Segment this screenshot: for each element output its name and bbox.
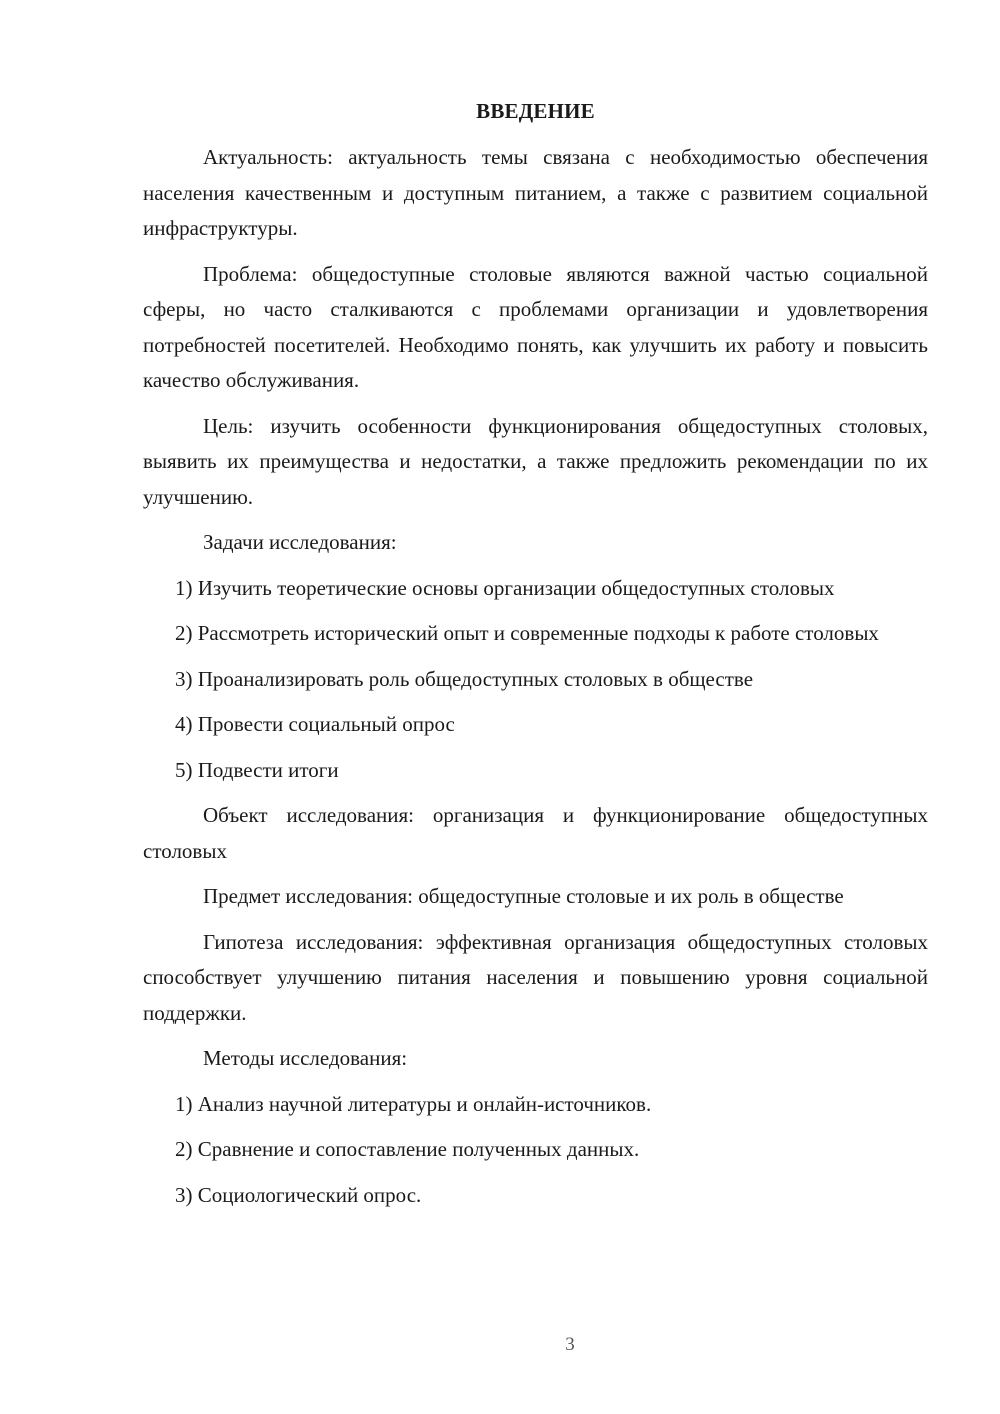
tasks-heading: Задачи исследования:: [203, 530, 397, 554]
page-number: 3: [565, 1334, 575, 1355]
page-title: ВВЕДЕНИЕ: [476, 99, 595, 123]
goal-paragraph: Цель: изучить особенности функционирования общедоступных столовых, выявить их преимущества и недостатки, а также предложить рекомендации по их улучшению.: [143, 413, 928, 509]
methods-heading: Методы исследования:: [203, 1046, 408, 1070]
task-item-3: 3) Проанализировать роль общедоступных столовых в обществе: [175, 666, 754, 691]
task-item-1: 1) Изучить теоретические основы организации общедоступных столовых: [175, 575, 835, 600]
relevance-paragraph: Актуальность: актуальность темы связана с необходимостью обеспечения населения качественным и доступным питанием, а также с развитием социальной инфраструктуры.: [143, 145, 928, 240]
hypothesis-paragraph: Гипотеза исследования: эффективная организация общедоступных столовых способствует улучшению питания населения и повышению уровня социальной поддержки.: [143, 929, 928, 1025]
method-item-1: 1) Анализ научной литературы и онлайн-источников.: [175, 1091, 652, 1116]
subject-paragraph: Предмет исследования: общедоступные столовые и их роль в обществе: [203, 884, 844, 908]
method-item-3: 3) Социологический опрос.: [175, 1182, 422, 1207]
task-item-4: 4) Провести социальный опрос: [175, 712, 455, 736]
method-item-2: 2) Сравнение и сопоставление полученных данных.: [175, 1137, 640, 1161]
task-item-2: 2) Рассмотреть исторический опыт и современные подходы к работе столовых: [175, 621, 879, 645]
problem-paragraph: Проблема: общедоступные столовые являются важной частью социальной сферы, но часто сталкиваются с проблемами организации и удовлетворения потребностей посетителей. Необходимо понять, как улучшить их работу и повысить качество обслуживания.: [143, 261, 928, 392]
task-item-5: 5) Подвести итоги: [175, 757, 339, 782]
page-content: [143, 96, 928, 1223]
object-paragraph: Объект исследования: организация и функционирование общедоступных столовых: [143, 803, 928, 863]
